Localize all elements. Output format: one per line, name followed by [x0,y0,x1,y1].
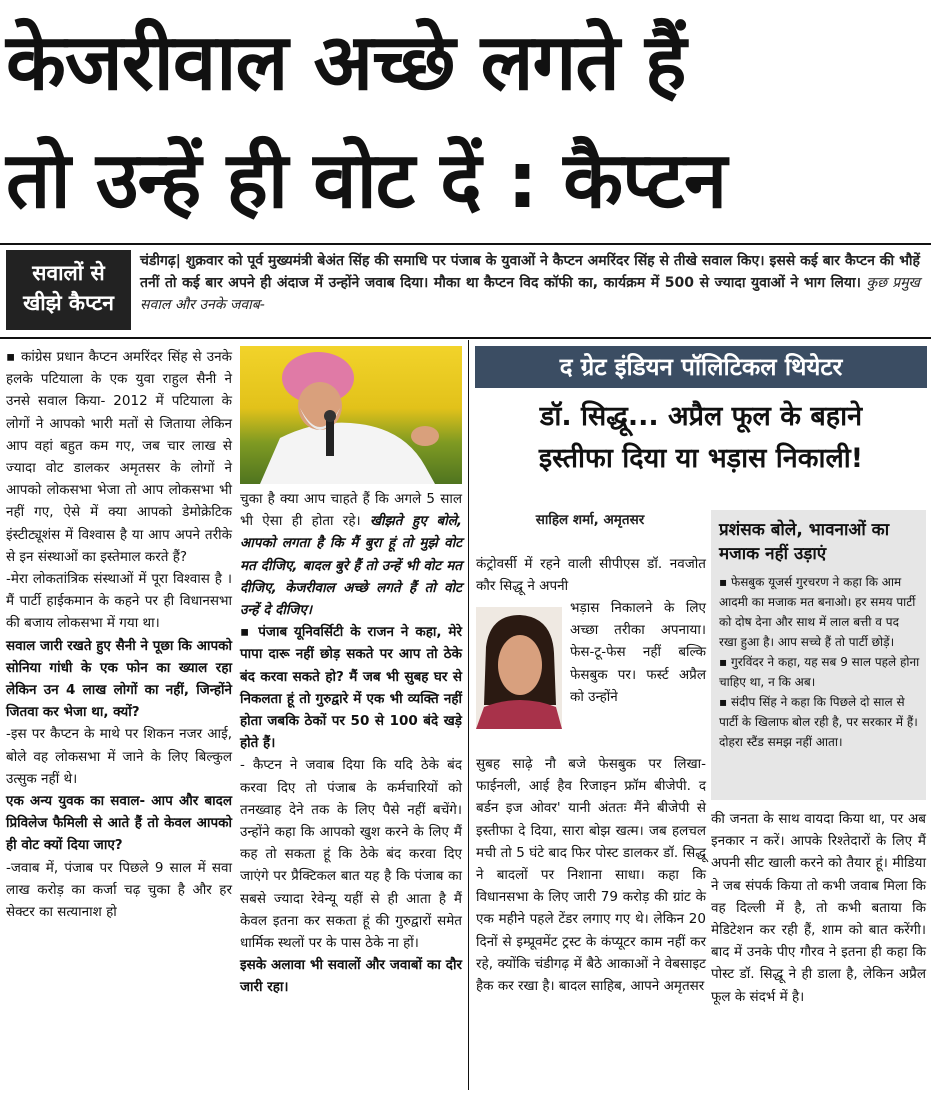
byline: साहिल शर्मा, अमृतसर [535,512,645,528]
sub-headline-line-2: इस्तीफा दिया या भड़ास निकाली! [538,443,864,474]
captain-photo [240,346,462,484]
col1-paragraph: ▪ कांग्रेस प्रधान कैप्टन अमरिंदर सिंह से उनके हलके पटियाला के एक युवा राहुल सैनी ने उनसे सवाल किया- 2012 में पटियाला के लोगों ने आपको भारी मतों से जिताया लेकिन आप वहां बहुत कम गए, जब चार लाख से ज्यादा वोट डालकर अमृतसर के लोगों ने आपको लोकसभा भेजा तो आप लोकसभा भी नहीं गए, ऐसे में क्या आपको डेमोक्रेटिक इंस्टीट्यूशंस में विश्वास है या आप अपने तरीके से इन संस्थाओं का इस्तेमाल करते हैं? [6,349,232,565]
headline-line-1: केजरीवाल अच्छे लगते हैं [6,18,686,108]
section-tag [6,250,131,330]
col1-paragraph: -इस पर कैप्टन के माथे पर शिकन नजर आई, बोले वह लोकसभा में जाने के लिए बिल्कुल उत्सुक नहीं थे। [6,726,232,787]
col3-rest-text: सुबह साढ़े नौ बजे फेसबुक पर लिखा- फाईनली, आई हैव रिजाइन फ्रॉम बीजेपी. द बर्डन इज ओवर' यानी अंततः मैंने बीजेपी से इस्तीफा दे दिया, सारा बोझ खत्म। जब हलचल मची तो 5 घंटे बाद फिर पोस्ट डालकर डॉ. सिद्धू ने बादलों पर निशाना साधा। कहा कि विधानसभा के लिए जारी 79 करोड़ की ग्रांट के एक महीने पहले टेंडर लगाए गए थे। लेकिन 20 दिनों से इम्प्रूवमेंट ट्रस्ट के कंप्यूटर काम नहीं कर रहे, क्योंकि चंडीगढ़ में बैठे आकाओं ने वेबसाइट हैक कर रखा है। बादल साहिब, आपने अमृतसर [476,756,706,995]
headline-line-2: तो उन्हें ही वोट दें : कैप्टन [6,136,727,226]
fan-reaction-item: ▪ फेसबुक यूजर्स गुरचरण ने कहा कि आम आदमी का मजाक मत बनाओ। हर समय पार्टी को दोष देना और साथ में लाल बत्ती व पद रखा हुआ है। आप सच्चे हैं तो पार्टी छोड़ें। [719,575,916,649]
divider [0,243,931,245]
fan-reactions-heading: प्रशंसक बोले, भावनाओं का मजाक नहीं उड़ाएं [719,520,890,564]
col1-question: एक अन्य युवक का सवाल- आप और बादल प्रिविलेज फैमिली से आते हैं तो केवल आपको ही वोट क्यों दिया जाए? [6,793,232,854]
col2-closing: इसके अलावा भी सवालों और जवाबों का दौर जारी रहा। [240,957,462,996]
sidhu-photo-illustration [476,607,562,729]
col2-quote: खीझते हुए बोले, आपको लगता है कि मैं बुरा हूं तो मुझे वोट मत दीजिए, बादल बुरे हैं तो उन्हें भी वोट मत दीजिए, केजरीवाल अच्छे लगते हैं तो वोट उन्हें दे दीजिए। [240,513,463,619]
column-3 [476,553,706,597]
col2-question: ▪ पंजाब यूनिवर्सिटी के राजन ने कहा, मेरे पापा दारू नहीं छोड़ सकते पर आप तो ठेके बंद करवा सकते हो? मैं जब भी सुबह घर से निकलता हूं तो गुरुद्वारे में एक भी व्यक्ति नहीं होता जबकि ठेकों पर 50 से 100 बंदे खड़े होते हैं। [240,624,462,752]
col2-paragraph: - कैप्टन ने जवाब दिया कि यदि ठेके बंद करवा दिए तो पंजाब के कर्मचारियों को तनख्वाह देने तक के लिए पैसे नहीं बचेंगे। उन्होंने कहा कि आपको खुश करने के लिए मैं कह तो सकता हूं कि ठेके बंद करवा दिए जाएंगे पर प्रैक्टिकल बात यह है कि पंजाब का सबसे ज्यादा रेवेन्यू यहीं से ही आता है मैं केवल इतना कर सकता हूं की गुरुद्वारों समेत धार्मिक स्थलों पर के पास ठेके ना हों। [240,757,462,952]
col1-question: सवाल जारी रखते हुए सैनी ने पूछा कि आपको सोनिया गांधी के एक फोन का ख्याल रहा लेकिन उन 4 लाख लोगों का नहीं, जिन्होंने जितवा कर भेजा था, क्यों? [6,637,232,721]
intro-italic: कुछ प्रमुख सवाल और उनके जवाब- [140,275,921,313]
column-3-rest [476,753,706,997]
column-2 [240,488,462,999]
sub-headline-line-1: डॉ. सिद्धू... अप्रैल फूल के बहाने [539,401,863,432]
divider [0,337,931,339]
col1-paragraph: -जवाब में, पंजाब पर पिछले 9 साल में सवा लाख करोड़ का कर्जा चढ़ चुका है और हर सेक्टर का सत्यानाश हो [6,859,232,921]
section-tag-line-1: सवालों से [32,261,105,285]
fan-reaction-item: ▪ संदीप सिंह ने कहा कि पिछले दो साल से पार्टी के खिलाफ बोल रही है, पर सरकार में हैं। दोहरा स्टैंड समझ नहीं आता। [719,695,918,749]
fan-reaction-item: ▪ गुरविंदर ने कहा, यह सब 9 साल पहले होना चाहिए था, न कि अब। [719,655,920,689]
sidhu-photo [476,607,562,729]
intro-text: चंडीगढ़| शुक्रवार को पूर्व मुख्यमंत्री बेअंत सिंह की समाधि पर पंजाब के युवाओं ने कैप्टन अमरिंदर सिंह से तीखे सवाल किए। इससे कई बार कैप्टन की भौहें तनीं तो कई बार अपने ही अंदाज में उन्होंने जवाब दिया। मौका था कैप्टन विद कॉफी का, कार्यक्रम में 500 से ज्यादा युवाओं ने भाग लिया। [140,253,920,291]
column-3-wrap [570,597,706,708]
headline [6,4,926,240]
col1-paragraph: -मेरा लोकतांत्रिक संस्थाओं में पूरा विश्वास है । मैं पार्टी हाईकमान के कहने पर ही विधानसभा की बजाय लोकसभा में गया था। [6,571,232,632]
captain-photo-illustration [240,346,462,484]
intro-paragraph [140,250,920,316]
section-banner: द ग्रेट इंडियन पॉलिटिकल थियेटर [475,346,927,388]
col4-text: की जनता के साथ वायदा किया था, पर अब इनकार न करें। आपके रिश्तेदारों के लिए मैं अपनी सीट खाली करने को तैयार हूं। मीडिया ने जब संपर्क किया तो कभी जवाब मिला कि वह दिल्ली में है, तो कभी बताया कि मेडिटेशन कर रही हैं, शाम को बात करेंगी। बाद में उनके पीए गौरव ने इतना ही कहा कि पोस्ट डॉ. सिद्धू ने ही डाला है, लेकिन अप्रैल फूल के संदर्भ में है। [711,811,926,1005]
col3-lead: कंट्रोवर्सी में रहने वाली सीपीएस डॉ. नवजोत कौर सिद्धू ने अपनी [476,556,706,595]
column-divider [468,340,469,1090]
column-1 [6,346,232,923]
sub-headline [475,396,927,480]
fan-reactions-box [711,510,926,800]
col3-wrap-text: भड़ास निकालने के लिए अच्छा तरीका अपनाया। फेस-टू-फेस नहीं बल्कि फेसबुक पर। फर्स्ट अप्रैल को उन्होंने [570,600,706,705]
col2-paragraph: चुका है क्या आप चाहते हैं कि अगले 5 साल भी ऐसा ही होता रहे। [240,491,462,530]
column-4 [711,808,926,1008]
section-tag-line-2: खीझे कैप्टन [23,291,114,315]
